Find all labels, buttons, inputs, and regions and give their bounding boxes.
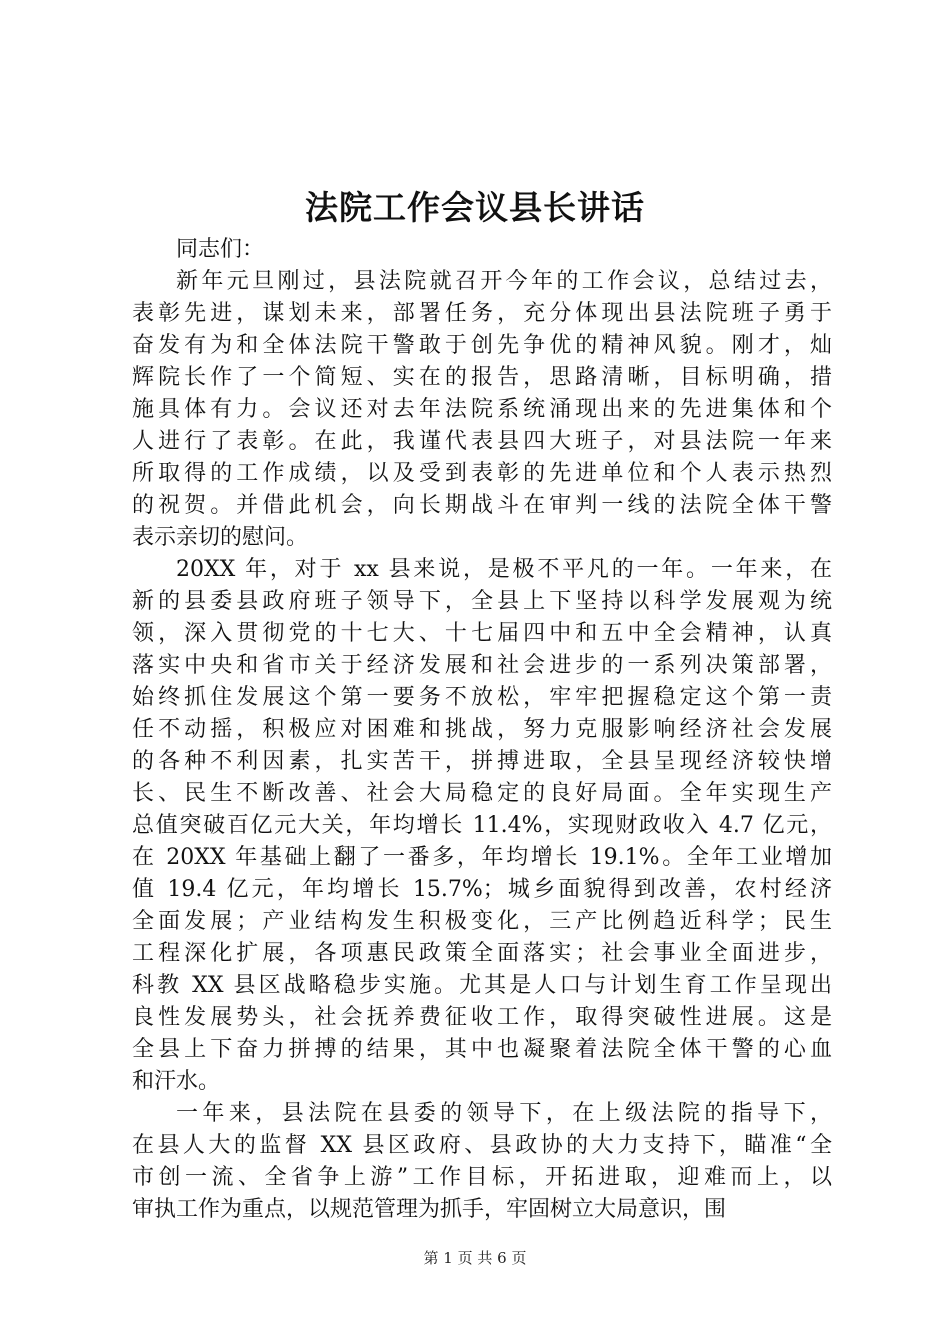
paragraph-line: 科教 XX 县区战略稳步实施。尤其是人口与计划生育工作呈现出 — [132, 973, 832, 998]
paragraph-line: 的各种不利因素，扎实苦干，拼搏进取，全县呈现经济较快增 — [132, 749, 832, 774]
paragraph-line: 全县上下奋力拼搏的结果，其中也凝聚着法院全体干警的心血 — [132, 1037, 832, 1062]
paragraph-line: 的祝贺。并借此机会，向长期战斗在审判一线的法院全体干警 — [132, 493, 832, 518]
paragraph-line: 施具体有力。会议还对去年法院系统涌现出来的先进集体和个 — [132, 397, 832, 422]
paragraph-line: 新年元旦刚过，县法院就召开今年的工作会议，总结过去， — [176, 269, 832, 294]
document-title: 法院工作会议县长讲话 — [305, 188, 645, 227]
document-body — [132, 234, 832, 1226]
paragraph-line: 值 19.4 亿元，年均增长 15.7%；城乡面貌得到改善，农村经济 — [132, 877, 832, 902]
body-paragraph — [132, 1098, 832, 1226]
paragraph-line: 人进行了表彰。在此，我谨代表县四大班子，对县法院一年来 — [132, 429, 832, 454]
paragraph-line: 和汗水。 — [132, 1069, 221, 1094]
paragraph-line: 市创一流、全省争上游”工作目标，开拓进取，迎难而上，以 — [132, 1165, 832, 1190]
paragraph-line: 审执工作为重点，以规范管理为抓手，牢固树立大局意识，围 — [132, 1197, 727, 1222]
body-paragraph — [132, 266, 832, 554]
paragraph-line: 辉院长作了一个简短、实在的报告，思路清晰，目标明确，措 — [132, 365, 832, 390]
paragraph-line: 良性发展势头，社会抚养费征收工作，取得突破性进展。这是 — [132, 1005, 832, 1030]
paragraph-line: 新的县委县政府班子领导下，全县上下坚持以科学发展观为统 — [132, 589, 832, 614]
page-footer: 第 1 页 共 6 页 — [423, 1249, 527, 1267]
paragraph-container — [132, 266, 832, 1226]
paragraph-line: 在 20XX 年基础上翻了一番多，年均增长 19.1%。全年工业增加 — [132, 845, 832, 870]
paragraph-line: 在县人大的监督 XX 县区政府、县政协的大力支持下，瞄准“全 — [132, 1133, 832, 1158]
paragraph-line: 奋发有为和全体法院干警敢于创先争优的精神风貌。刚才，灿 — [132, 333, 832, 358]
paragraph-line: 长、民生不断改善、社会大局稳定的良好局面。全年实现生产 — [132, 781, 832, 806]
paragraph-line: 全面发展；产业结构发生积极变化，三产比例趋近科学；民生 — [132, 909, 832, 934]
paragraph-line: 所取得的工作成绩，以及受到表彰的先进单位和个人表示热烈 — [132, 461, 832, 486]
paragraph-line: 始终抓住发展这个第一要务不放松，牢牢把握稳定这个第一责 — [132, 685, 832, 710]
paragraph-line: 表示亲切的慰问。 — [132, 525, 309, 550]
paragraph-line: 表彰先进，谋划未来，部署任务，充分体现出县法院班子勇于 — [132, 301, 832, 326]
paragraph-line: 工程深化扩展，各项惠民政策全面落实；社会事业全面进步， — [132, 941, 832, 966]
body-paragraph — [132, 554, 832, 1098]
paragraph-line: 20XX 年，对于 xx 县来说，是极不平凡的一年。一年来，在 — [176, 557, 832, 582]
paragraph-line: 落实中央和省市关于经济发展和社会进步的一系列决策部署， — [132, 653, 832, 678]
paragraph-line: 领，深入贯彻党的十七大、十七届四中和五中全会精神，认真 — [132, 621, 832, 646]
paragraph-line: 总值突破百亿元大关，年均增长 11.4%，实现财政收入 4.7 亿元， — [132, 813, 832, 838]
paragraph-line: 一年来，县法院在县委的领导下，在上级法院的指导下， — [176, 1101, 832, 1126]
salutation: 同志们： — [176, 237, 265, 262]
paragraph-line: 任不动摇，积极应对困难和挑战，努力克服影响经济社会发展 — [132, 717, 832, 742]
